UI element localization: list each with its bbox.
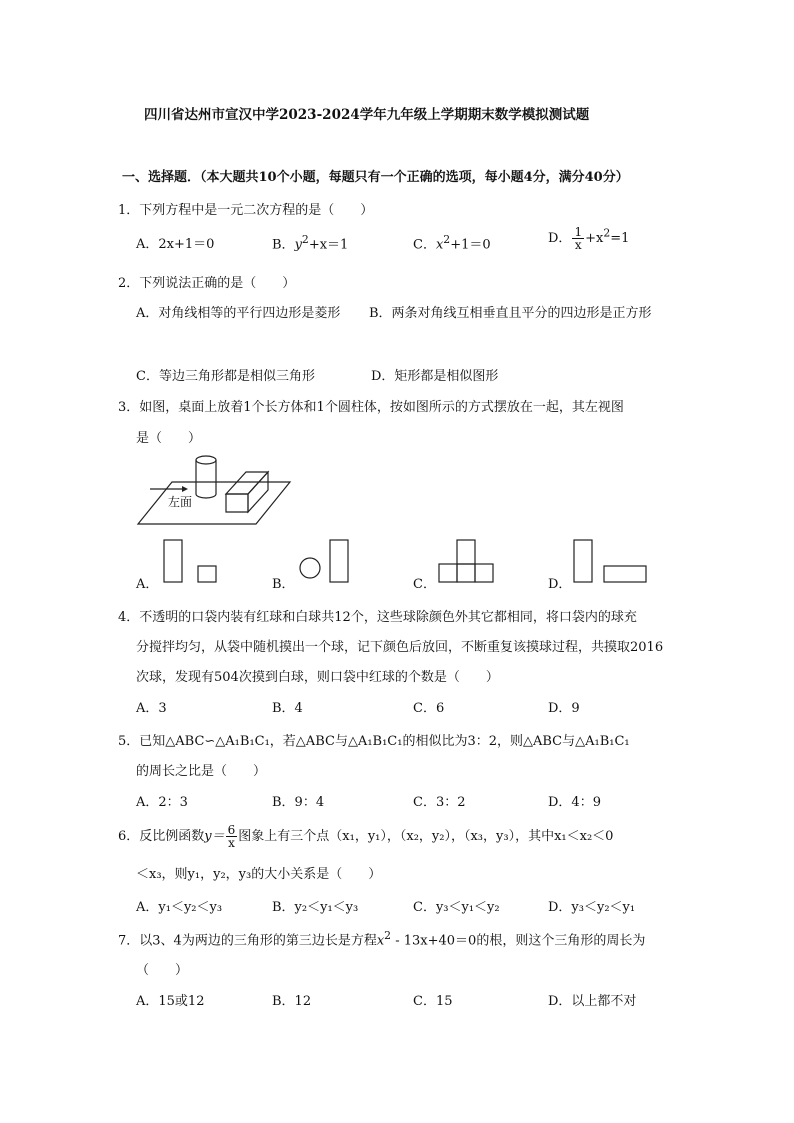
question-4-line3: 次球，发现有504次摸到白球，则口袋中红球的个数是（ ） <box>136 670 499 685</box>
question-7-option-b: B．12 <box>272 994 312 1009</box>
question-3-option-b-label: B． <box>272 577 295 592</box>
question-6-line1: 6．反比例函数y＝ $\frac{6}{x}$ 图象上有三个点（x₁，y₁），（x₂，y₂），（x₃，y₃），其中x₁＜x₂＜0 <box>118 823 614 850</box>
cuboid-top <box>226 472 268 494</box>
question-3-option-a-label: A． <box>136 577 159 592</box>
question-7-option-d: D．以上都不对 <box>548 994 637 1009</box>
question-4-option-a: A．3 <box>136 701 167 716</box>
option-b-figure <box>296 538 356 586</box>
question-5-option-b: B．9：4 <box>272 795 325 810</box>
question-3-option-c-label: C． <box>413 577 436 592</box>
fraction: $\frac{1}{x}$ <box>574 225 583 252</box>
question-5-line2: 的周长之比是（ ） <box>136 764 267 779</box>
table-figure <box>130 452 300 532</box>
question-6-option-d: D．y₃＜y₂＜y₁ <box>548 900 636 915</box>
question-7-line1: 7．以3、4为两边的三角形的第三边长是方程$x^2 - 13x+40=0$的根，则这个三角形的周长为 <box>118 929 646 949</box>
question-4-option-c: C．6 <box>413 701 445 716</box>
question-7-line2: （ ） <box>136 963 189 978</box>
question-2-option-a: A．对角线相等的平行四边形是菱形 <box>136 306 341 321</box>
question-1-option-d: D． $\frac{1}{x}$ $+x^2=1$ <box>548 225 630 252</box>
question-6-option-b: B．y₂＜y₁＜y₃ <box>272 900 359 915</box>
question-1-option-c: C．$x^2+1=0$ <box>413 233 491 253</box>
option-c-figure <box>437 538 499 586</box>
question-2-option-b: B．两条对角线互相垂直且平分的四边形是正方形 <box>369 306 652 321</box>
page-title: 四川省达州市宣汉中学2023-2024学年九年级上学期期末数学模拟测试题 <box>144 107 590 123</box>
question-3-stem-line2: 是（ ） <box>136 431 202 446</box>
question-7-option-a: A．15或12 <box>136 994 205 1009</box>
question-3-option-d-label: D． <box>548 577 572 592</box>
section-heading: 一、选择题．（本大题共10个小题，每题只有一个正确的选项，每小题4分，满分40分） <box>122 170 629 185</box>
option-d-figure <box>572 538 652 586</box>
question-1-stem: 1．下列方程中是一元二次方程的是（ ） <box>118 203 374 218</box>
tabletop-shape <box>138 482 290 524</box>
question-4-line2: 分搅拌均匀，从袋中随机摸出一个球，记下颜色后放回，不断重复该摸球过程，共摸取2016 <box>136 640 664 655</box>
question-6-option-c: C．y₃＜y₁＜y₂ <box>413 900 500 915</box>
question-4-option-b: B．4 <box>272 701 303 716</box>
cylinder-bottom <box>196 494 216 498</box>
question-5-option-c: C．3：2 <box>413 795 466 810</box>
question-4-option-d: D．9 <box>548 701 580 716</box>
question-3-stem-line1: 3．如图，桌面上放着1个长方体和1个圆柱体，按如图所示的方式摆放在一起，其左视图 <box>118 400 624 415</box>
question-2-option-c: C．等边三角形都是相似三角形 <box>136 369 315 384</box>
question-2-option-d: D．矩形都是相似图形 <box>371 369 499 384</box>
arrow-head-icon <box>182 486 188 492</box>
cylinder-top <box>196 456 216 464</box>
question-7-option-c: C．15 <box>413 994 453 1009</box>
option-a-figure <box>160 538 220 586</box>
question-4-line1: 4．不透明的口袋内装有红球和白球共12个，这些球除颜色外其它都相同，将口袋内的球充 <box>118 610 637 625</box>
question-5-option-a: A．2：3 <box>136 795 188 810</box>
cuboid-front <box>226 494 248 512</box>
figure-label: 左面 <box>168 495 193 509</box>
cuboid-side <box>248 472 268 512</box>
fraction: $\frac{6}{x}$ <box>227 823 236 850</box>
question-1-option-a: A．2x+1＝0 <box>136 237 215 252</box>
question-5-option-d: D．4：9 <box>548 795 601 810</box>
question-1-option-b: B．$y^2+x=1$ <box>272 233 349 253</box>
question-6-line2: ＜x₃，则y₁，y₂，y₃的大小关系是（ ） <box>136 867 382 882</box>
question-6-option-a: A．y₁＜y₂＜y₃ <box>136 900 223 915</box>
question-5-line1: 5．已知△ABC∽△A₁B₁C₁，若△ABC与△A₁B₁C₁的相似比为3：2，则△ABC与△A₁B₁C₁ <box>118 734 630 749</box>
question-2-stem: 2．下列说法正确的是（ ） <box>118 276 296 291</box>
